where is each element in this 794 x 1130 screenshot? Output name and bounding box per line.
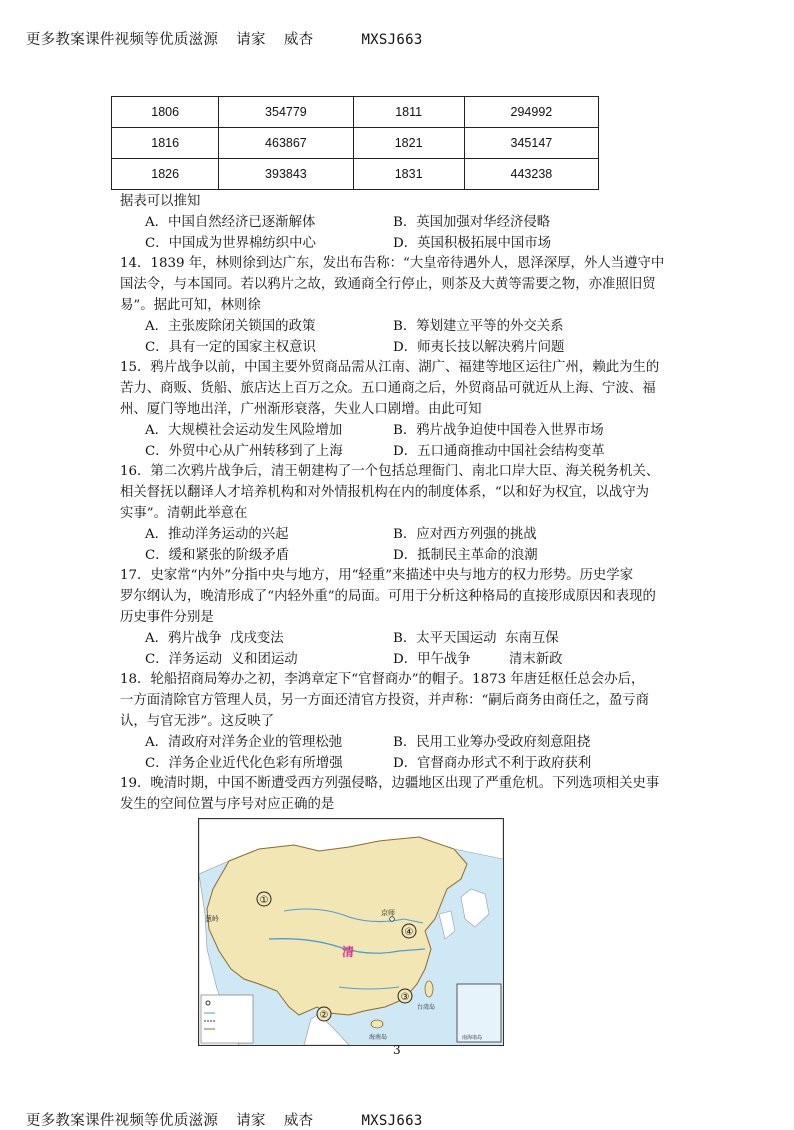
q15-option-c: C．外贸中心从广州转移到了上海 (145, 443, 343, 459)
marker-4 (402, 924, 416, 938)
q17-stem-line: 历史事件分别是 (120, 609, 214, 625)
q14-option-d: D．师夷长技以解决鸦片问题 (393, 339, 565, 355)
footer-text-3: 威杏 (283, 1113, 314, 1129)
q18-options-ab (120, 733, 682, 754)
q18-option-c: C．洋务企业近代化色彩有所增强 (145, 755, 343, 771)
q17-stem-line: 17．史家常“内外”分指中央与地方，用“轻重”来描述中央与地方的权力形势。历史学家 (120, 568, 634, 584)
west-label: 葱岭 (205, 915, 219, 923)
q18-option-d: D．官督商办形式不利于政府获利 (393, 755, 592, 771)
page-header (16, 12, 441, 49)
q16-option-b: B．应对西方列强的挑战 (393, 526, 537, 542)
table-cell: 1831 (353, 159, 464, 190)
q18-stem-line: 18．轮船招商局筹办之初，李鸿章定下“官督商办”的帽子。1873 年唐廷枢任总会办后， (120, 672, 645, 688)
q17-option-c: C．洋务运动 义和团运动 (145, 651, 298, 667)
qing-territory-map (198, 818, 504, 1046)
q16-option-a: A．推动洋务运动的兴起 (145, 526, 289, 542)
q13-option-b: B．英国加强对华经济侵略 (393, 214, 551, 230)
q18-options-cd (120, 754, 682, 775)
q16-options-cd (120, 546, 682, 567)
q13-option-c: C．中国成为世界棉纺织中心 (145, 235, 316, 251)
marker-4-label: ④ (404, 927, 414, 938)
header-text-3: 威杏 (283, 32, 314, 48)
q18-option-b: B．民用工业筹办受政府刻意阻挠 (393, 734, 591, 750)
q17-option-a: A．鸦片战争 戊戌变法 (145, 630, 284, 646)
capital-icon (390, 917, 395, 922)
q15-options-cd (120, 442, 682, 463)
footer-code: MXSJ663 (361, 1113, 423, 1129)
table-cell: 1816 (112, 128, 219, 159)
q15-stem-line: 苦力、商贩、货船、旅店达上百万之众。五口通商之后，外贸商品可就近从上海、宁波、福 (120, 381, 656, 397)
header-text-2: 请家 (236, 32, 266, 48)
taiwan-island (425, 981, 433, 997)
page-number: 3 (393, 1043, 401, 1057)
table-cell: 463867 (219, 128, 353, 159)
table-cell: 1821 (353, 128, 464, 159)
footer-promo-text: 更多教案课件视频等优质滋源 (25, 1113, 219, 1129)
map-legend (201, 995, 253, 1043)
q19-stem-line: 发生的空间位置与序号对应正确的是 (120, 797, 335, 813)
table-cell: 393843 (219, 159, 353, 190)
q14-option-a: A．主张废除闭关锁国的政策 (145, 318, 316, 334)
q15-options-ab (120, 421, 682, 442)
marker-1-label: ① (259, 895, 269, 906)
q17-options-ab (120, 629, 682, 650)
table-row (112, 159, 599, 190)
q13-options-ab (120, 213, 682, 234)
page-footer (16, 1093, 441, 1130)
marker-2-label: ② (319, 1010, 329, 1021)
q17-stem-line: 罗尔纲认为，晚清形成了“内轻外重”的局面。可用于分析这种格局的直接形成原因和表现的 (120, 589, 656, 605)
trade-table (111, 96, 599, 190)
inset-label: 南海诸岛 (462, 1035, 483, 1041)
marker-2 (317, 1007, 331, 1021)
table-row (112, 128, 599, 159)
q16-options-ab (120, 525, 682, 546)
q13-options-cd (120, 234, 682, 255)
hainan-island (371, 1020, 383, 1028)
table-cell: 1806 (112, 97, 219, 128)
q16-option-c: C．缓和紧张的阶级矛盾 (145, 547, 290, 563)
table-cell: 1811 (353, 97, 464, 128)
taiwan-label: 台湾岛 (417, 1004, 436, 1011)
q13-option-d: D．英国积极拓展中国市场 (393, 235, 552, 251)
q15-option-d: D．五口通商推动中国社会结构变革 (393, 443, 605, 459)
table-cell: 1826 (112, 159, 219, 190)
q15-option-a: A．大规模社会运动发生风险增加 (145, 422, 343, 438)
table-cell: 345147 (464, 128, 598, 159)
q16-stem-line: 16．第二次鸦片战争后，清王朝建构了一个包括总理衙门、南北口岸大臣、海关税务机关、 (120, 464, 660, 480)
marker-3-label: ③ (400, 992, 410, 1003)
q16-stem-line: 相关督抚以翻译人才培养机构和对外情报机构在内的制度体系，“以和好为权宜，以战守为 (120, 485, 650, 501)
q18-stem-line: 认，与官无涉”。这反映了 (120, 713, 275, 729)
q19-stem-line: 19．晚清时期，中国不断遭受西方列强侵略，边疆地区出现了严重危机。下列选项相关史事 (120, 776, 660, 792)
q14-options-cd (120, 338, 682, 359)
q17-option-d: D．甲午战争 清末新政 (393, 651, 563, 667)
q17-options-cd (120, 650, 682, 671)
table-cell: 294992 (464, 97, 598, 128)
q16-stem-line: 实事”。清朝此举意在 (120, 505, 248, 521)
q14-stem-line: 国法令，与本国同。若以鸦片之故，致通商全行停止，则茶及大黄等需要之物，亦准照旧贸 (120, 277, 656, 293)
q16-option-d: D．抵制民主革命的浪潮 (393, 547, 538, 563)
table-row (112, 97, 599, 128)
q14-stem-line: 14．1839 年，林则徐到达广东，发出布告称：“大皇帝待遇外人，恩泽深厚，外人当遵守中 (120, 256, 665, 272)
qing-label: 清 (342, 945, 355, 959)
q15-option-b: B．鸦片战争迫使中国卷入世界市场 (393, 422, 604, 438)
capital-label: 京师 (381, 909, 395, 917)
q14-options-ab (120, 317, 682, 338)
q14-option-b: B．筹划建立平等的外交关系 (393, 318, 564, 334)
table-cell: 354779 (219, 97, 353, 128)
footer-text-2: 请家 (236, 1113, 266, 1129)
q17-option-b: B．太平天国运动 东南互保 (393, 630, 559, 646)
q13-stem-tail: 据表可以推知 (120, 194, 201, 209)
q15-stem-line: 15．鸦片战争以前，中国主要外贸商品需从江南、湖广、福建等地区运往广州，赖此为生的 (120, 360, 660, 376)
marker-3 (398, 989, 412, 1003)
q15-stem-line: 州、厦门等地出洋，广州渐形衰落，失业人口剧增。由此可知 (120, 401, 482, 417)
q13-option-a: A．中国自然经济已逐渐解体 (145, 214, 316, 230)
header-promo-text: 更多教案课件视频等优质滋源 (25, 32, 219, 48)
table-cell: 443238 (464, 159, 598, 190)
hainan-label: 海南岛 (369, 1034, 388, 1041)
questions-body (120, 192, 682, 816)
q14-stem-line: 易”。据此可知，林则徐 (120, 297, 261, 313)
south-sea-inset (457, 984, 501, 1042)
marker-1 (257, 892, 271, 906)
header-code: MXSJ663 (361, 32, 423, 48)
q18-stem-line: 一方面清除官方管理人员，另一方面还清官方投资，并声称：“嗣后商务由商任之，盈亏商 (120, 693, 650, 709)
q18-option-a: A．清政府对洋务企业的管理松弛 (145, 734, 343, 750)
q14-option-c: C．具有一定的国家主权意识 (145, 339, 316, 355)
